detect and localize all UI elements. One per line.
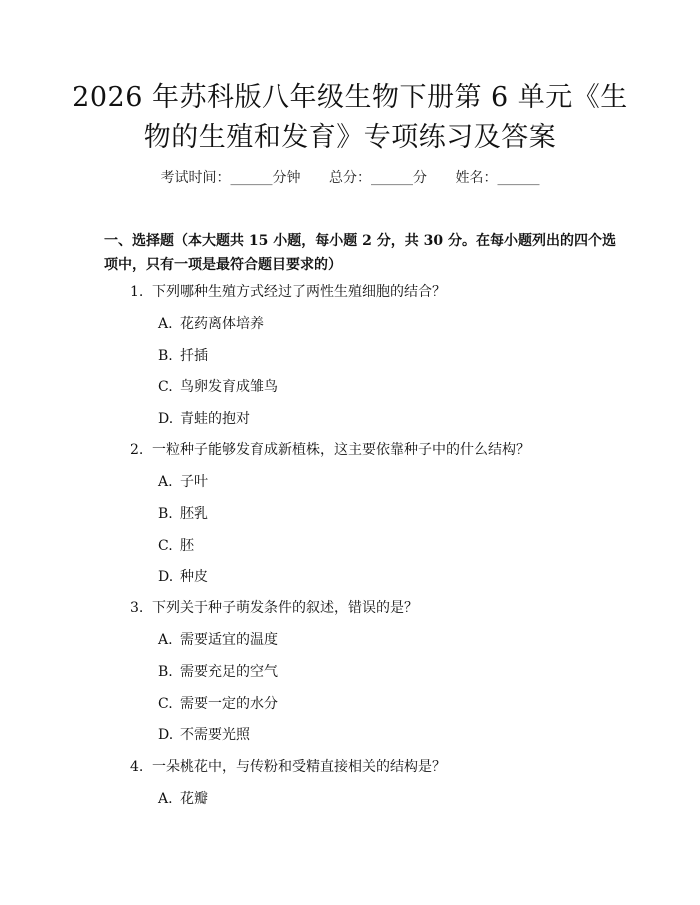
title-line-2: 物的生殖和发育》专项练习及答案 (143, 122, 557, 153)
question-text: 一朵桃花中，与传粉和受精直接相关的结构是？ (152, 759, 446, 775)
option-letter: B. (158, 348, 173, 364)
option-text: 需要一定的水分 (180, 696, 278, 712)
option-item (158, 536, 194, 556)
option-letter: D. (158, 411, 174, 427)
option-item (158, 725, 250, 745)
question-text: 下列哪种生殖方式经过了两性生殖细胞的结合？ (152, 284, 446, 300)
exam-name: 姓名：______ (455, 170, 540, 186)
section-heading: 一、选择题（本大题共 15 小题，每小题 2 分，共 30 分。在每小题列出的四个选项中，只有一项是最符合题目要求的） (104, 233, 616, 273)
exam-info (0, 168, 700, 188)
option-text: 不需要光照 (180, 727, 250, 743)
option-item (158, 472, 208, 492)
document-title (60, 78, 640, 158)
option-item (158, 694, 278, 714)
option-letter: A. (158, 474, 173, 490)
option-item (158, 504, 208, 524)
option-item (158, 314, 264, 334)
question-text: 一粒种子能够发育成新植株，这主要依靠种子中的什么结构？ (152, 442, 530, 458)
title-line-1: 2026 年苏科版八年级生物下册第 6 单元《生 (72, 82, 628, 113)
option-item (158, 662, 278, 682)
option-text: 胚乳 (180, 506, 208, 522)
question-number: 2. (130, 442, 144, 458)
option-letter: C. (158, 696, 173, 712)
question-number: 4. (130, 759, 144, 775)
option-item (158, 346, 208, 366)
option-item (158, 630, 278, 650)
option-text: 胚 (180, 538, 194, 554)
option-item (158, 789, 208, 809)
question-3 (130, 598, 418, 618)
option-text: 需要适宜的温度 (180, 632, 278, 648)
option-item (158, 377, 278, 397)
option-letter: C. (158, 379, 173, 395)
option-text: 鸟卵发育成雏鸟 (180, 379, 278, 395)
question-1 (130, 282, 446, 302)
option-letter: A. (158, 632, 173, 648)
option-text: 种皮 (180, 569, 208, 585)
option-text: 青蛙的抱对 (180, 411, 250, 427)
exam-score: 总分：______分 (329, 170, 427, 186)
question-number: 1. (130, 284, 144, 300)
option-letter: B. (158, 664, 173, 680)
question-number: 3. (130, 600, 144, 616)
option-text: 子叶 (180, 474, 208, 490)
question-2 (130, 440, 530, 460)
option-text: 花瓣 (180, 791, 208, 807)
option-text: 花药离体培养 (180, 316, 264, 332)
option-letter: A. (158, 316, 173, 332)
option-letter: D. (158, 727, 174, 743)
option-item (158, 409, 250, 429)
option-letter: B. (158, 506, 173, 522)
option-text: 扦插 (180, 348, 208, 364)
option-letter: A. (158, 791, 173, 807)
question-text: 下列关于种子萌发条件的叙述，错误的是？ (152, 600, 418, 616)
option-item (158, 567, 208, 587)
question-4 (130, 757, 446, 777)
option-text: 需要充足的空气 (180, 664, 278, 680)
option-letter: D. (158, 569, 174, 585)
exam-time: 考试时间：______分钟 (160, 170, 301, 186)
option-letter: C. (158, 538, 173, 554)
